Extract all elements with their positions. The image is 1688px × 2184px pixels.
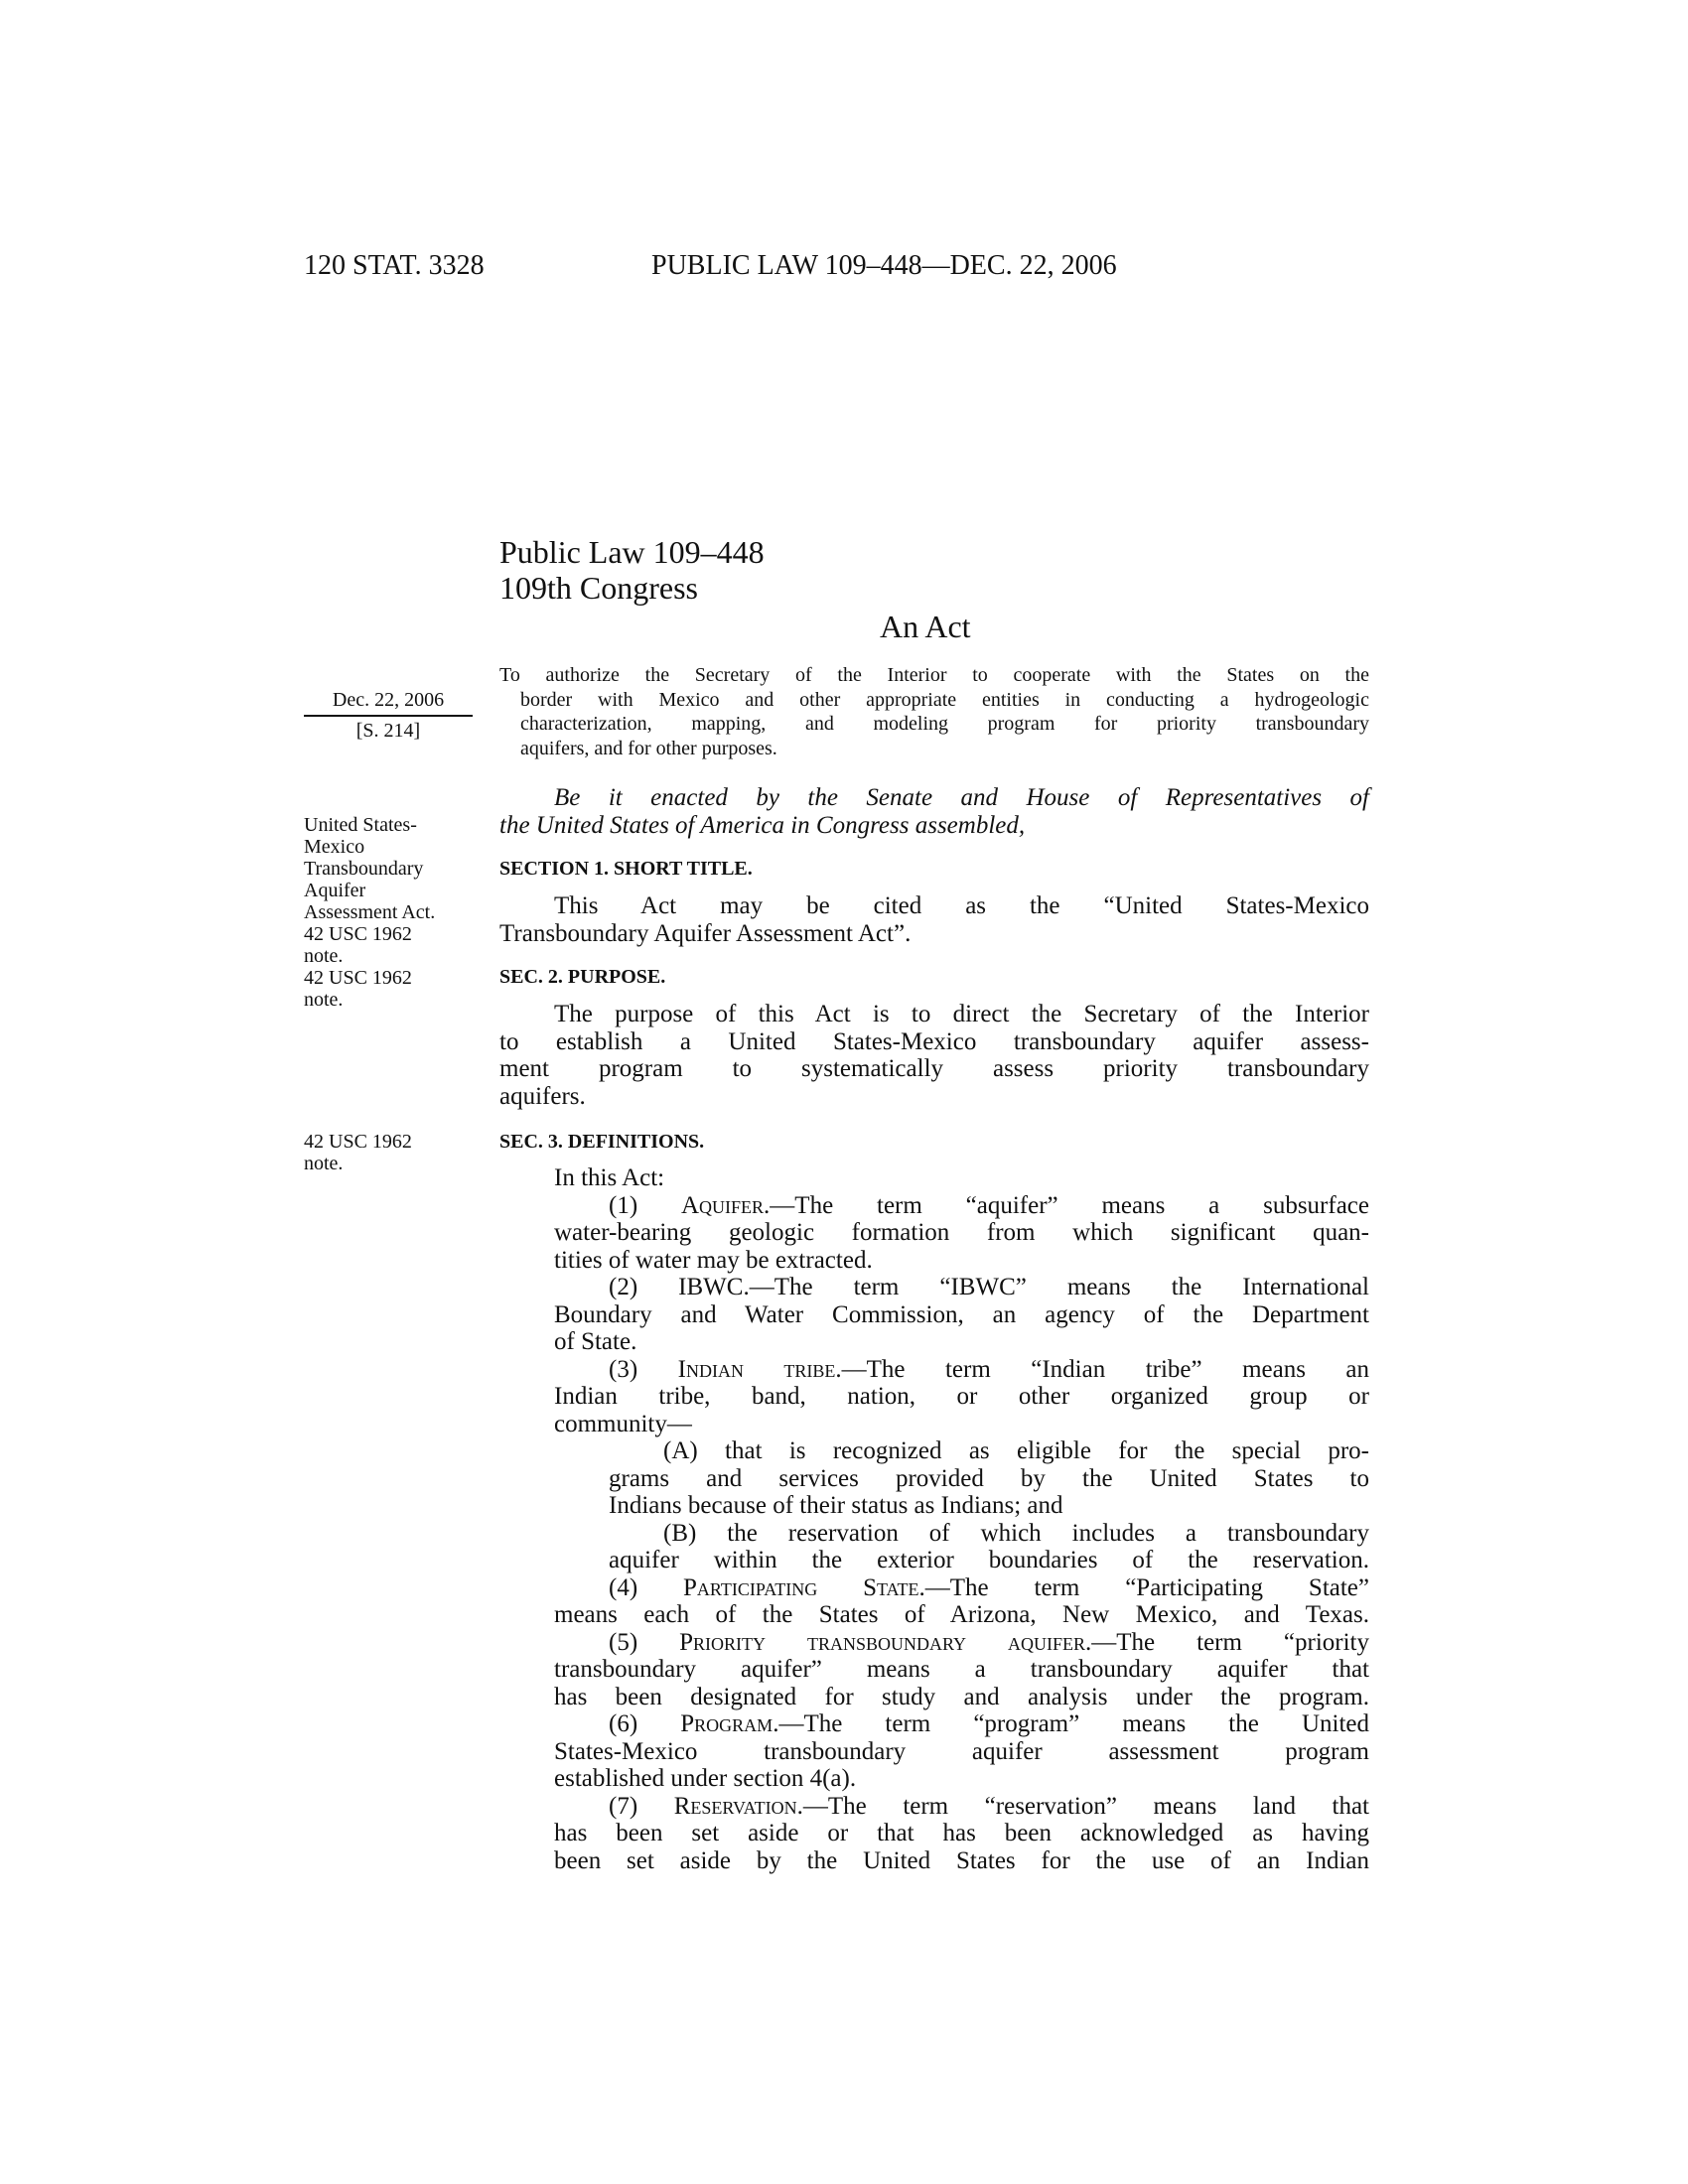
section-1-heading: SECTION 1. SHORT TITLE. [499,858,753,880]
definition-text: IBWC.—The term “IBWC” means the International [678,1274,1370,1300]
text-line: transboundary aquifer” means a transboundary aquifer that [554,1656,1369,1683]
section-1-text [499,892,1369,947]
text-line: States-Mexico transboundary aquifer assessment program [554,1737,1369,1765]
margin-note-definitions [304,1131,478,1174]
defined-term: Participating State [683,1573,919,1601]
definition-item [499,1629,1369,1657]
text-line: been set aside by the United States for the use of an Indian [554,1846,1369,1874]
definition-number: (5) [609,1628,680,1656]
definition-text: .—The term “Indian tribe” means an [835,1355,1369,1383]
text-line: has been designated for study and analysis under the program. [554,1683,1369,1710]
margin-rule [304,715,473,717]
definition-text: .—The term “aquifer” means a subsurface [764,1191,1369,1219]
text-line: Boundary and Water Commission, an agency of the Department [554,1300,1369,1328]
definition-text: .—The term “reservation” means land that [796,1792,1369,1820]
text-line: characterization, mapping, and modeling program for priority transboundary [520,713,1369,735]
text-line: United States- [304,814,417,836]
text-line: border with Mexico and other appropriate entities in conducting a hydrogeologic [520,688,1369,711]
definition-item [499,1274,1369,1301]
text-line: (B) the reservation of which includes a transboundary [663,1519,1369,1547]
text-line: In this Act: [554,1164,665,1191]
text-line: 42 USC 1962 [304,967,412,989]
law-number: Public Law 109–448 [499,534,765,570]
section-2-heading: SEC. 2. PURPOSE. [499,966,666,988]
definition-number: (2) [609,1274,679,1300]
defined-term: Program [680,1710,774,1737]
text-line: note. [304,945,344,967]
text-line: The purpose of this Act is to direct the Secretary of the Interior [554,1001,1369,1027]
margin-note-short-title [304,814,478,1011]
section-3-definitions [499,1164,1369,1874]
congress: 109th Congress [499,570,698,606]
text-line: aquifers. [499,1082,586,1110]
text-line: Transboundary [304,858,424,880]
text-line: Mexico [304,836,365,858]
text-line: Indian tribe, band, nation, or other organized group or [554,1383,1369,1410]
defined-term: Reservation [673,1792,797,1820]
stat-page-number: 120 STAT. 3328 [304,250,485,281]
text-line: tities of water may be extracted. [554,1246,873,1274]
text-line: Assessment Act. [304,901,436,923]
text-line: 42 USC 1962 [304,923,412,945]
margin-bill-number: [S. 214] [355,720,421,742]
text-line: grams and services provided by the United States to [609,1464,1369,1492]
defined-term: Indian tribe [677,1355,836,1383]
definition-number: (4) [609,1573,684,1601]
definition-text: .—The term “program” means the United [773,1710,1369,1737]
definition-number: (7) [609,1792,674,1820]
text-line: To authorize the Secretary of the Interior to cooperate with the States on the [499,664,1369,686]
definition-number: (1) [609,1191,681,1219]
act-label: An Act [880,609,971,644]
text-line: note. [304,989,344,1011]
definition-item [499,1356,1369,1384]
definition-item [499,1574,1369,1602]
enacting-clause [499,784,1369,839]
section-2-text [499,1001,1369,1110]
text-line: aquifers, and for other purposes. [520,737,777,759]
text-line: means each of the States of Arizona, New Mexico, and Texas. [554,1601,1369,1628]
text-line: Aquifer [304,880,366,901]
text-line: Indians because of their status as Indians; and [609,1492,1063,1519]
long-title [499,663,1369,760]
definition-number: (3) [609,1355,678,1383]
defined-term: Aquifer [680,1191,765,1219]
text-line: This Act may be cited as the “United States-Mexico [554,892,1369,919]
text-line: aquifer within the exterior boundaries of the reservation. [609,1547,1369,1573]
enacting-line: the United States of America in Congress assembled, [499,811,1026,839]
text-line: Transboundary Aquifer Assessment Act”. [499,919,912,947]
text-line: 42 USC 1962 [304,1131,412,1153]
text-line: (A) that is recognized as eligible for the special pro- [663,1437,1369,1464]
text-line: community— [554,1410,692,1437]
definition-item [499,1710,1369,1738]
definition-item [499,1793,1369,1821]
text-line: water-bearing geologic formation from which significant quan- [554,1219,1369,1246]
running-title: PUBLIC LAW 109–448—DEC. 22, 2006 [651,250,1117,281]
definition-number: (6) [609,1710,681,1737]
text-line: ment program to systematically assess priority transboundary [499,1055,1369,1082]
margin-date: Dec. 22, 2006 [332,689,445,711]
section-3-heading: SEC. 3. DEFINITIONS. [499,1131,705,1153]
text-line: of State. [554,1328,637,1355]
text-line: has been set aside or that has been acknowledged as having [554,1820,1369,1846]
text-line: to establish a United States-Mexico transboundary aquifer assess- [499,1027,1369,1055]
text-line: note. [304,1153,344,1174]
definition-text: .—The term “priority [1085,1628,1370,1656]
definition-text: .—The term “Participating State” [918,1573,1370,1601]
text-line: established under section 4(a). [554,1765,857,1792]
defined-term: Priority transboundary aquifer [679,1628,1086,1656]
definition-item [499,1192,1369,1220]
enacting-line: Be it enacted by the Senate and House of Representatives of [554,784,1369,811]
